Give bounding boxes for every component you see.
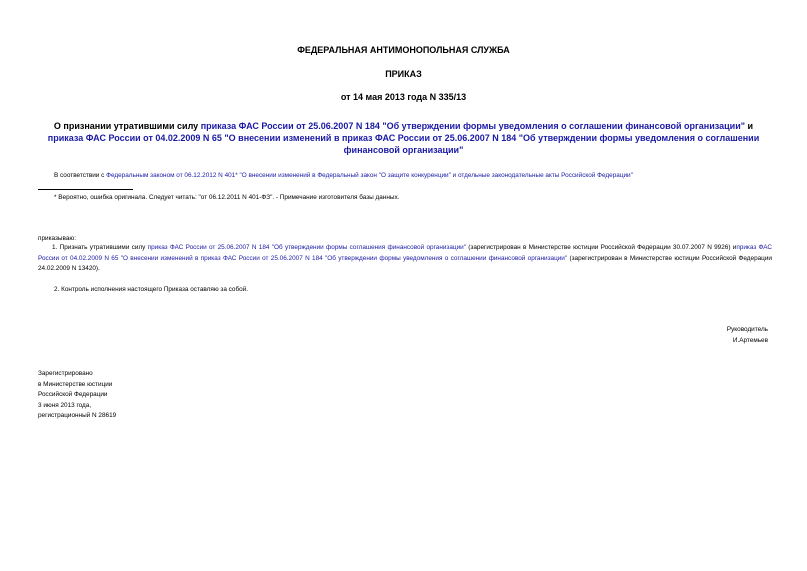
p1-link-order-65[interactable]: приказ ФАС России от 04.02.2009 N 65 "О внесении изменений в приказ ФАС России от 25.06.2007 N 184 "Об утверждении формы уведомления о соглашении финансовой организации" — [38, 244, 773, 262]
registration-line: 3 июня 2013 года, — [38, 401, 92, 409]
basis-paragraph — [54, 171, 774, 182]
registration-line: регистрационный N 28619 — [38, 412, 117, 419]
title-link-order-65[interactable]: приказа ФАС России от 04.02.2009 N 65 "О внесении изменений в приказ ФАС России от 25.06.2007 N 184 "Об утверждении формы уведомления о соглашении финансовой организации" — [47, 133, 760, 155]
p1-prefix: 1. Признать утратившими силу — [52, 244, 148, 251]
signature-name: И.Артемьев — [732, 336, 768, 344]
title-prefix: О признании утратившими силу — [53, 121, 201, 131]
p1-middle: (зарегистрирован в Министерстве юстиции Российской Федерации 30.07.2007 N 9926) и — [465, 244, 737, 251]
signature-position: Руководитель — [726, 326, 768, 333]
footnote-text: * Вероятно, ошибка оригинала. Следует читать: "от 06.12.2011 N 401-ФЗ". - Примечание изготовителя базы данных. — [54, 194, 400, 201]
footnote-divider — [38, 189, 133, 190]
order-paragraph-1 — [38, 243, 772, 275]
order-word: приказываю: — [38, 235, 76, 242]
registration-line: Российской Федерации — [38, 391, 108, 398]
basis-prefix: В соответствии с — [54, 172, 107, 179]
agency-heading: ФЕДЕРАЛЬНАЯ АНТИМОНОПОЛЬНАЯ СЛУЖБА — [297, 45, 510, 55]
order-paragraph-2: 2. Контроль исполнения настоящего Приказа оставляю за собой. — [54, 286, 249, 293]
date-number-heading: от 14 мая 2013 года N 335/13 — [340, 92, 467, 102]
basis-law-link[interactable]: Федеральным законом от 06.12.2012 N 401* "О внесении изменений в Федеральный закон "О защите конкуренции" и отдельные законодательные акты Российской Федерации" — [106, 172, 633, 179]
title-middle: и — [745, 121, 754, 131]
document-title — [36, 120, 771, 156]
registration-line: в Министерстве юстиции — [38, 380, 113, 388]
signature-block — [727, 325, 768, 346]
registration-block — [38, 369, 116, 422]
title-link-order-184[interactable]: приказа ФАС России от 25.06.2007 N 184 "Об утверждении формы уведомления о соглашении финансовой организации" — [200, 121, 746, 131]
p1-link-order-184[interactable]: приказ ФАС России от 25.06.2007 N 184 "Об утверждении формы соглашения финансовой организации" — [147, 244, 466, 251]
doc-type-heading: ПРИКАЗ — [385, 69, 422, 79]
p1-suffix: (зарегистрирован в Министерстве юстиции Российской Федерации 24.02.2009 N 13420). — [38, 254, 772, 272]
registration-line: Зарегистрировано — [38, 370, 93, 377]
